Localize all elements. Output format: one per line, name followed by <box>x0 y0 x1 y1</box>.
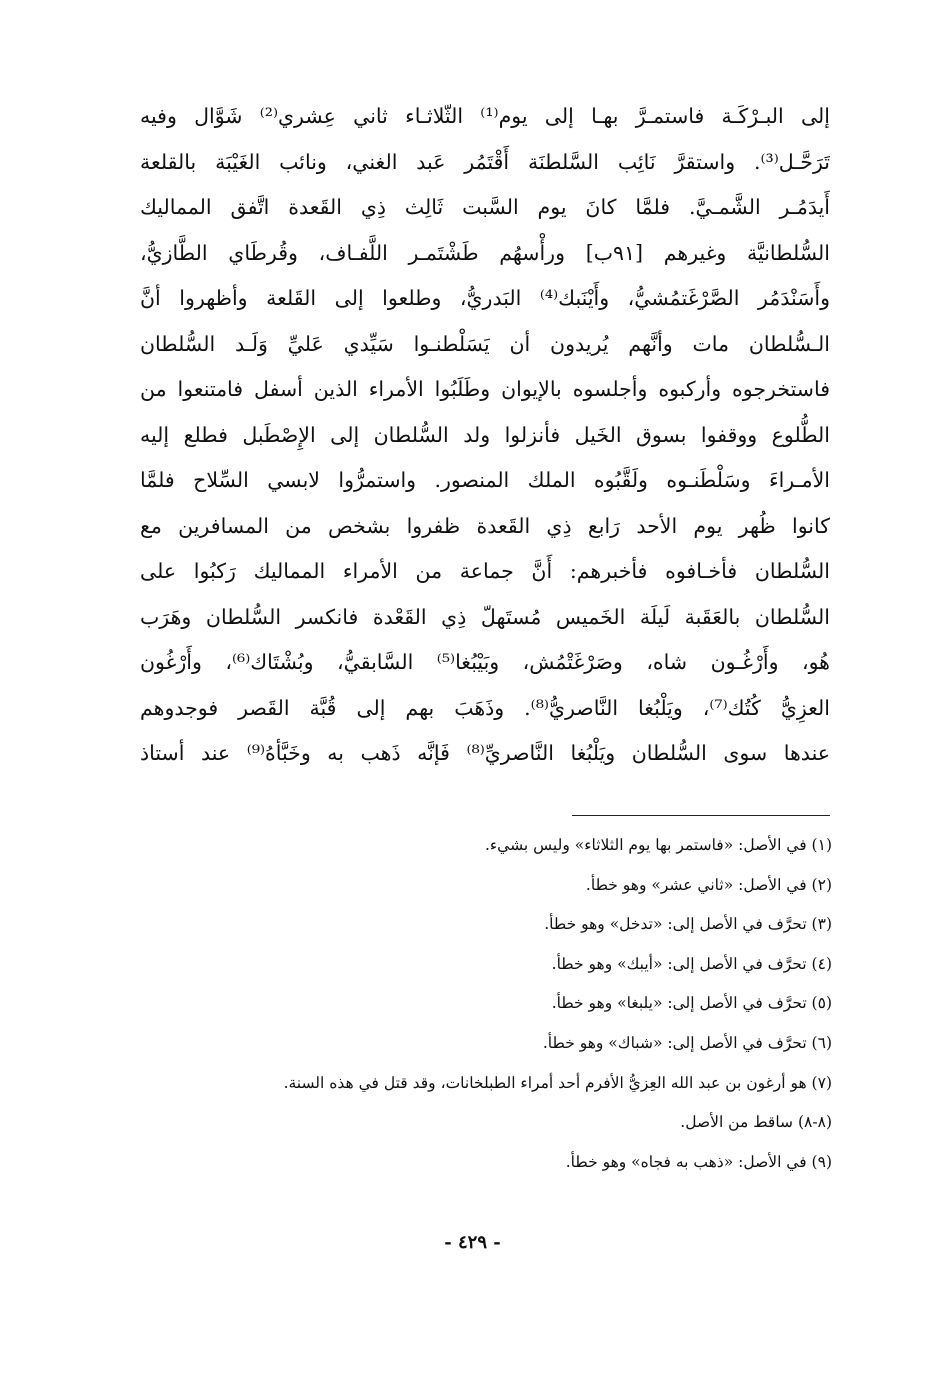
page-number: - ٤٢٩ - <box>444 1232 501 1253</box>
footnote: (٣) تحرَّف في الأصل إلى: «تدخل» وهو خطأ. <box>544 915 832 933</box>
main-text-block <box>140 94 830 777</box>
text-line: إلى البـرْكَـة فاستمـرَّ بهـا إلى يوم⁽¹⁾ الثّلاثـاء ثاني عِشري⁽²⁾ شَوَّال وفيه <box>140 104 830 128</box>
footnote: (٨-٨) ساقط من الأصل. <box>680 1113 832 1131</box>
footnote: (٥) تحرَّف في الأصل إلى: «يلبغا» وهو خطأ. <box>551 994 832 1012</box>
text-line: فاستخرجوه وأركبوه وأجلسوه بالإيوان وطَلَبُوا الأمراء الذين أسفل فامتنعوا من <box>140 377 830 401</box>
text-line: وأَسَنْدَمُر الصَّرْغَتمُشيُّ، وأَيْنَبك⁽⁴⁾ البَدريُّ، وطلعوا إلى القَلعة وأظهروا أنَّ <box>140 286 830 310</box>
text-line: الـسُّلطان مات وأنَّهم يُريدون أن يَسَلْطنـوا سَيِّدي عَليِّ وَلَـد السُّلطان <box>140 331 830 356</box>
text-line: أَيدَمُـر الشَّمـيَّ. فلمَّا كانَ يوم السَّبت ثَالِث ذِي القَعدة اتَّفق المماليك <box>140 195 830 219</box>
text-line: عندها سوى السُّلطان ويَلْبُغا النَّاصريِّ⁽⁸⁾ فَإنَّه ذَهب به وخَبَّأهُ⁽⁹⁾ عند أستاذ <box>140 741 830 765</box>
footnotes-block <box>140 826 832 1182</box>
footnote: (١) في الأصل: «فاستمر بها يوم الثلاثاء» وليس بشيء. <box>484 836 832 854</box>
text-line: تَرَحَّـل⁽³⁾. واستقرَّ نَائِب السَّلطنَة أَقْتَمُر عَبد الغني، ونائب الغَيْبَة بالقلعة <box>140 149 830 174</box>
text-line: العزِيُّ كُتُك⁽⁷⁾، ويَلْبُغا النَّاصريُّ⁽⁸⁾. وذَهَبَ بهم إلى قُبَّة القَصر فوجدوهم <box>140 695 830 720</box>
text-line: الأمـراءَ وسَلْطَنـوه ولَقَّبُوه الملك المنصور. واستمرُّوا لابسي السِّلاح فلمَّا <box>140 468 830 492</box>
footnote: (٦) تحرَّف في الأصل إلى: «شباك» وهو خطأ. <box>542 1033 832 1052</box>
footnote: (٩) في الأصل: «ذهب به فجاه» وهو خطأ. <box>565 1152 832 1171</box>
text-line: كانوا ظُهر يوم الأحد رَابع ذِي القَعدة ظفروا بشخص من المسافرين مع <box>140 513 830 538</box>
footnote: (٤) تحرَّف في الأصل إلى: «أيبك» وهو خطأ. <box>551 954 832 973</box>
footnote: (٢) في الأصل: «ثاني عشر» وهو خطأ. <box>585 875 832 894</box>
text-line: السُّلطانيَّة وغيرهم [٩١ب] ورأْسهُم طَشْتَمـر اللَّفـاف، وقُرطَاي الطَّازيُّ، <box>140 240 830 265</box>
text-line: السُّلطان بالعَقَبة لَيلَة الخَميس مُستَهلّ ذِي القَعْدة فانكسر السُّلطان وهَرَب <box>140 604 830 629</box>
text-line: السُّلطان فأخـافوه فأخبرهم: أَنَّ جماعة من الأمراء المماليك رَكبُوا على <box>140 559 830 583</box>
text-line: الطُّلوع ووقفوا بسوق الخَيل فأنزلوا ولد السُّلطان إلى الإِصْطَبل فطلع إليه <box>140 422 830 447</box>
text-line: هُو، وأَرْغُـون شاه، وصَرْغَتْمُش، وبَيْبُغا⁽⁵⁾ السَّابقيُّ، وبُشْتَاك⁽⁶⁾، وأَرْغُون <box>140 650 830 674</box>
footnote: (٧) هو أرغون بن عبد الله العِزيُّ الأفرم أحد أمراء الطبلخانات، وقد قتل في هذه السنة. <box>283 1074 832 1092</box>
footnote-separator <box>572 815 830 816</box>
